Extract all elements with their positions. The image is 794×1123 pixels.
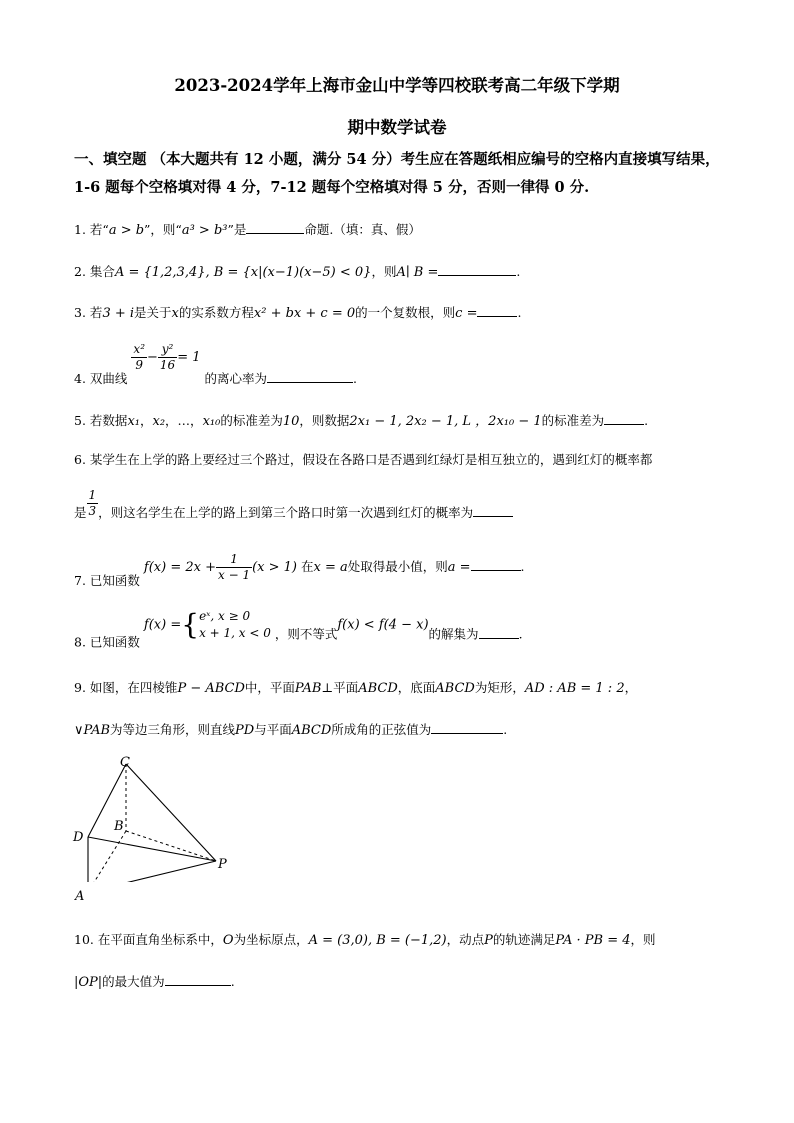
- q5-math-5: 2x₁ − 1, 2x₂ − 1, L ，2x₁₀ − 1: [349, 414, 542, 429]
- q9-text-4: ，底面: [397, 680, 436, 695]
- q1-answer-blank[interactable]: [246, 221, 304, 234]
- q8-text-2: ，则不等式: [274, 626, 338, 642]
- question-3: [74, 303, 521, 321]
- q8-brace: {: [181, 608, 200, 641]
- question-6-line-1: [74, 450, 652, 468]
- q10-text-7: .: [230, 974, 235, 989]
- label-c: C: [120, 755, 130, 770]
- q9-math-2: PAB: [294, 681, 322, 696]
- question-8: [74, 608, 523, 651]
- q3-text-2: 是关于: [134, 305, 172, 320]
- q9-text-5: 为矩形，: [474, 680, 525, 695]
- q10-text-4: 的轨迹满足: [492, 932, 556, 947]
- label-p: P: [218, 857, 227, 872]
- q5-text-6: 的标准差为: [541, 413, 605, 428]
- q4-number: 4.: [74, 371, 86, 386]
- q4-text-2: 的离心率为: [204, 371, 267, 386]
- q9-text-7: 为等边三角形，则直线: [110, 722, 236, 737]
- q9-math-8: ABCD: [291, 723, 332, 738]
- q6-number: 6.: [74, 452, 86, 467]
- q5-text-5: ，则数据: [299, 413, 350, 428]
- q10-text-6: 的最大值为: [102, 974, 165, 989]
- question-1: [74, 220, 421, 238]
- q1-text-1: 若“: [89, 222, 109, 237]
- q9-math-1: P − ABCD: [177, 681, 245, 696]
- pyramid-labels: [68, 752, 238, 902]
- q10-answer-blank[interactable]: [165, 973, 231, 986]
- q1-text-3: ”是: [227, 222, 247, 237]
- q3-text-3: 的实系数方程: [178, 305, 254, 320]
- q5-text-2: ，: [139, 413, 153, 428]
- q2-number: 2.: [74, 264, 86, 279]
- q2-answer-blank[interactable]: [438, 263, 516, 276]
- q5-text-1: 若数据: [89, 413, 128, 428]
- q7-answer-blank[interactable]: [471, 558, 521, 571]
- q10-math-3: P: [484, 933, 493, 948]
- q7-text-3: 处取得最小值，则: [347, 559, 448, 574]
- label-d: D: [73, 830, 84, 845]
- q9-text-1: 如图，在四棱锥: [89, 680, 178, 695]
- q10-text-5: ，则: [630, 932, 656, 947]
- q5-text-7: .: [644, 413, 649, 428]
- q5-number: 5.: [74, 413, 86, 428]
- q4-answer-blank[interactable]: [267, 370, 353, 383]
- q9-math-6: ∨PAB: [74, 723, 111, 738]
- q8-case-1: eˣ, x ≥ 0: [199, 609, 251, 623]
- q8-number: 8.: [74, 634, 86, 650]
- q7-math-3: x = a: [313, 560, 348, 575]
- q1-text-4: 命题.（填：真、假）: [304, 222, 421, 237]
- q2-text-3: .: [516, 264, 521, 279]
- q9-text-3: ⊥平面: [321, 680, 359, 695]
- q8-text-1: 已知函数: [89, 634, 140, 650]
- q4-fraction-2: $\frac{\text{y²}}{16}$: [159, 342, 176, 372]
- q3-math-3: x² + bx + c = 0: [253, 306, 356, 321]
- q7-number: 7.: [74, 573, 86, 588]
- q10-math-1: O: [222, 933, 234, 948]
- q10-text-2: 为坐标原点，: [233, 932, 309, 947]
- q6-fraction: $\frac{1}{3}$: [88, 488, 97, 518]
- q2-text-2: ，则: [371, 264, 397, 279]
- question-4: [74, 342, 357, 387]
- question-2: [74, 262, 520, 280]
- q4-minus: −: [147, 350, 158, 365]
- q1-number: 1.: [74, 222, 86, 237]
- question-6-line-2: [74, 488, 513, 521]
- q5-math-2: x₂: [152, 414, 166, 429]
- label-a: A: [75, 889, 85, 904]
- q7-fraction: $\frac{1}{x - 1}$: [218, 552, 251, 582]
- question-9-line-1: [74, 678, 637, 696]
- q4-fraction-1: $\frac{\text{x²}}{9}$: [133, 342, 145, 372]
- q8-text-4: .: [518, 626, 523, 642]
- q6-text-1: 是: [74, 505, 87, 520]
- q9-text-2: 中，平面: [244, 680, 295, 695]
- q5-math-3: x₁₀: [202, 414, 221, 429]
- q9-text-6: ，: [624, 680, 638, 695]
- q2-math-2: A∣ B =: [396, 265, 439, 280]
- q8-answer-blank[interactable]: [479, 626, 519, 639]
- q9-answer-blank[interactable]: [431, 721, 503, 734]
- q9-text-10: .: [503, 722, 508, 737]
- q5-answer-blank[interactable]: [604, 412, 644, 425]
- q3-math-4: c =: [455, 306, 478, 321]
- q7-text-1: 已知函数: [89, 573, 140, 588]
- q7-text-4: .: [520, 559, 525, 574]
- q7-math-4: a =: [447, 560, 471, 575]
- q3-math-1: 3 + i: [102, 306, 135, 321]
- q8-cases: [199, 608, 271, 642]
- q9-math-5: AD : AB = 1 : 2: [524, 681, 625, 696]
- q5-math-4: 10: [282, 414, 300, 429]
- q4-text-1: 双曲线: [89, 371, 128, 386]
- q10-number: 10.: [74, 932, 94, 947]
- q3-number: 3.: [74, 305, 86, 320]
- question-7: [74, 552, 525, 589]
- q4-equals: = 1: [177, 350, 201, 365]
- q2-text-1: 集合: [89, 264, 115, 279]
- q5-text-4: 的标准差为: [220, 413, 283, 428]
- q1-math-2: a³ > b³: [181, 223, 228, 238]
- q8-text-3: 的解集为: [428, 626, 479, 642]
- q7-math-2: (x > 1): [252, 560, 297, 575]
- q8-case-2: x + 1, x < 0: [199, 626, 271, 640]
- q6-line-1: 某学生在上学的路上要经过三个路过，假设在各路口是否遇到红绿灯是相互独立的，遇到红灯的概率都: [89, 452, 653, 467]
- section-1-heading: 一、填空题 （本大题共有 12 小题，满分 54 分）考生应在答题纸相应编号的空格内直接填写结果，1-6 题每个空格填对得 4 分，7-12 题每个空格填对得 5 分，否则一律得 0 分.: [74, 151, 720, 196]
- q7-math-1: f(x) = 2x +: [143, 560, 216, 575]
- q1-text-2: ”，则“: [144, 222, 182, 237]
- q6-text-2: ，则这名学生在上学的路上到第三个路口时第一次遇到红灯的概率为: [98, 505, 474, 520]
- q10-math-2: A = (3,0), B = (−1,2): [308, 933, 447, 948]
- q3-math-2: x: [171, 306, 179, 321]
- question-10-line-1: [74, 930, 656, 948]
- q10-text-3: ，动点: [446, 932, 485, 947]
- q10-math-5: |OP|: [74, 975, 103, 990]
- q3-text-1: 若: [89, 305, 103, 320]
- q9-text-8: 与平面: [254, 722, 292, 737]
- q7-text-2: 在: [300, 559, 314, 574]
- q10-text-1: 在平面直角坐标系中，: [97, 932, 223, 947]
- q8-math-2: f(x) < f(4 − x): [337, 617, 429, 633]
- q2-math-1: A = {1,2,3,4}, B = {x|(x−1)(x−5) < 0}: [114, 265, 372, 280]
- question-9-line-2: [74, 720, 507, 738]
- question-10-line-2: [74, 972, 235, 990]
- q9-math-3: ABCD: [358, 681, 398, 696]
- q1-math-1: a > b: [108, 223, 145, 238]
- q3-text-5: .: [517, 305, 522, 320]
- q9-math-4: ABCD: [435, 681, 475, 696]
- q5-math-1: x₁: [127, 414, 140, 429]
- title-line-1: 2023-2024学年上海市金山中学等四校联考高二年级下学期: [174, 76, 620, 95]
- q9-math-7: PD: [235, 723, 255, 738]
- q9-text-9: 所成角的正弦值为: [331, 722, 432, 737]
- label-b: B: [114, 819, 124, 834]
- q3-answer-blank[interactable]: [477, 304, 517, 317]
- q8-math-1: f(x) =: [143, 617, 182, 633]
- q3-text-4: 的一个复数根，则: [355, 305, 456, 320]
- q6-answer-blank[interactable]: [473, 504, 513, 517]
- q5-text-3: ，…，: [165, 413, 203, 428]
- question-5: [74, 410, 648, 429]
- q10-math-4: PA · PB = 4: [555, 933, 631, 948]
- title-line-2: 期中数学试卷: [347, 118, 447, 137]
- q9-number: 9.: [74, 680, 86, 695]
- q4-text-3: .: [352, 371, 357, 386]
